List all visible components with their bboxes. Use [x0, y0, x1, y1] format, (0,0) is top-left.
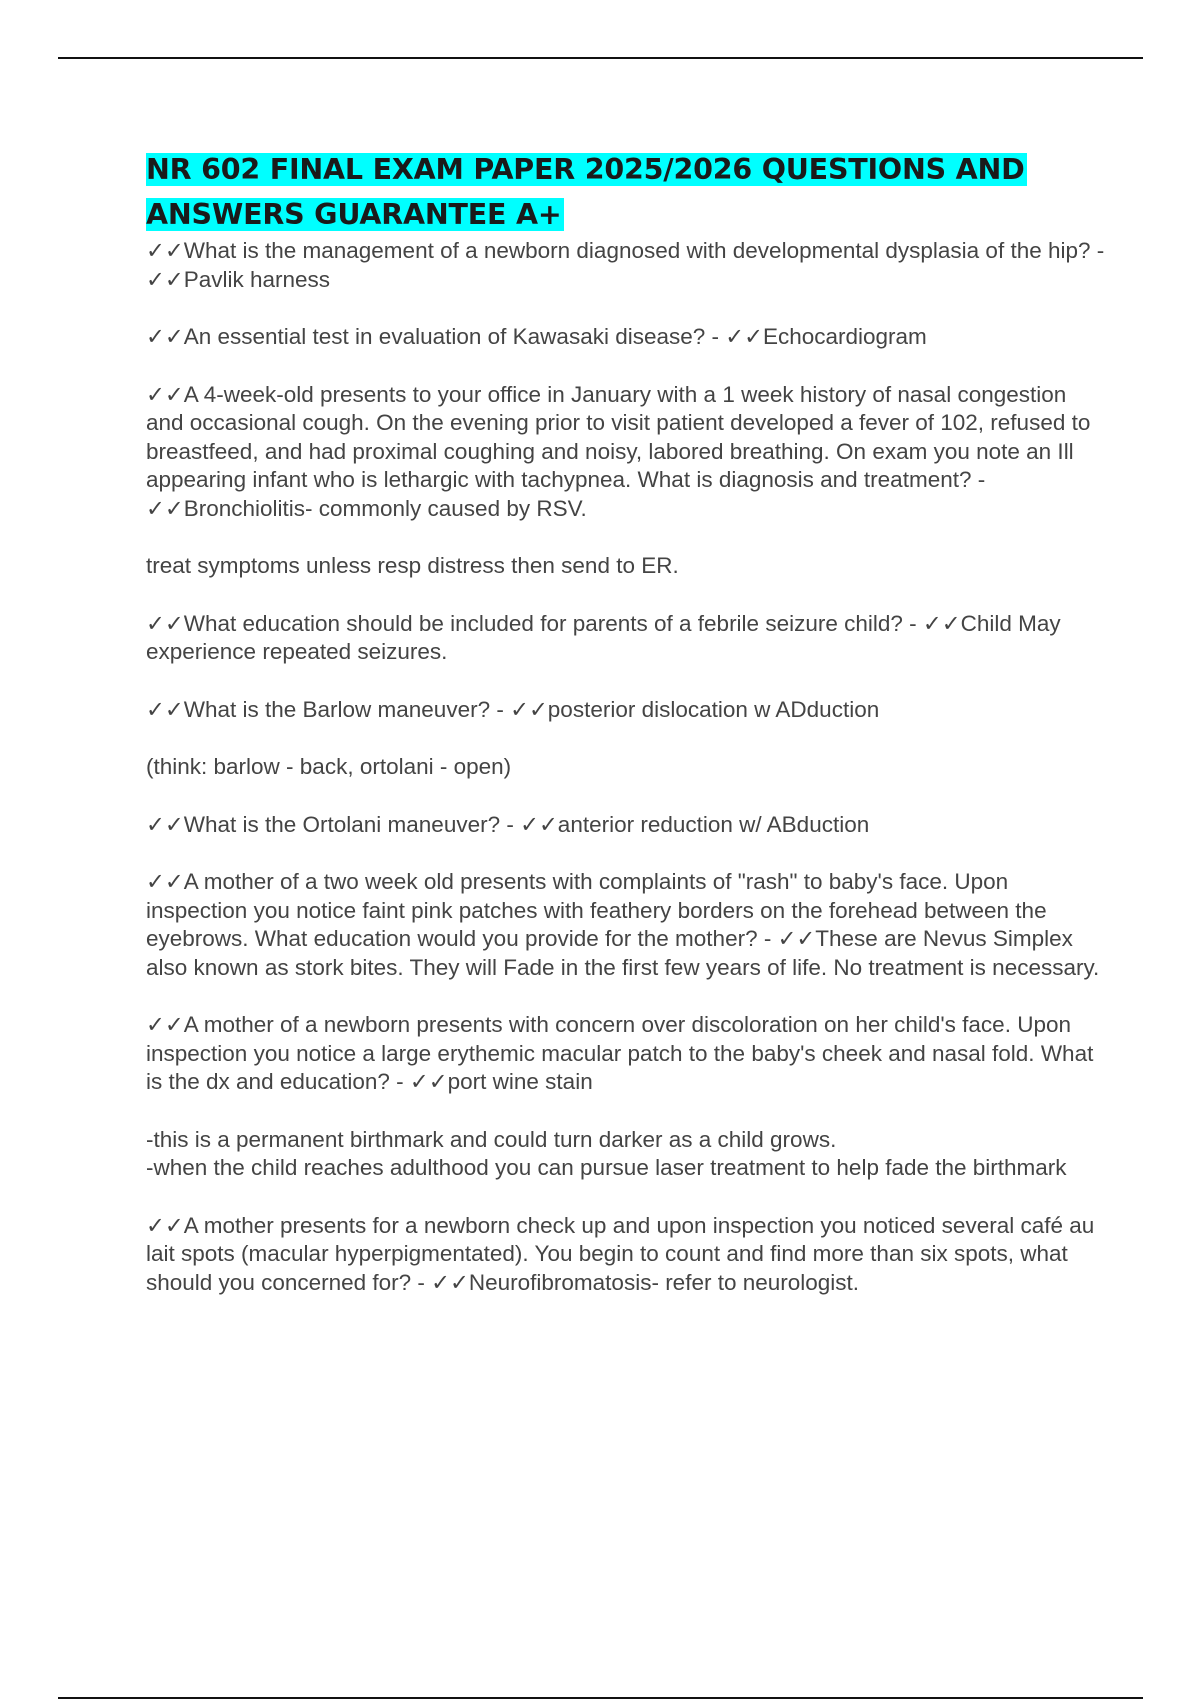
- title-highlight: NR 602 FINAL EXAM PAPER 2025/2026 QUESTIONS AND ANSWERS GUARANTEE A+: [146, 153, 1025, 231]
- qa-item-port-wine-stain: ✓✓A mother of a newborn presents with concern over discoloration on her child's face. Upon inspection you notice a large erythemic macular patch to the baby's cheek and nasal fold. What is the dx and education? - ✓✓port wine stain: [146, 1012, 1100, 1094]
- document-body: [146, 147, 1111, 1297]
- top-rule: [58, 57, 1143, 59]
- document-title: [146, 147, 1106, 237]
- qa-item-barlow: ✓✓What is the Barlow maneuver? - ✓✓posterior dislocation w ADduction: [146, 696, 880, 722]
- qa-item-nevus-simplex: ✓✓A mother of a two week old presents with complaints of "rash" to baby's face. Upon inspection you notice faint pink patches with feathery borders on the forehead between the eyebrows. What education would you provide for the mother? - ✓✓These are Nevus Simplex also known as stork bites. They will Fade in the first few years of life. No treatment is necessary.: [146, 869, 1100, 980]
- qa-note-birthmark: -this is a permanent birthmark and could turn darker as a child grows. -when the child reaches adulthood you can pursue laser treatment to help fade the birthmark: [146, 1126, 1067, 1180]
- qa-item-febrile-seizure: ✓✓What education should be included for parents of a febrile seizure child? - ✓✓Child May experience repeated seizures.: [146, 610, 1067, 664]
- qa-item-dysplasia-hip: ✓✓What is the management of a newborn diagnosed with developmental dysplasia of the hip? - ✓✓Pavlik harness: [146, 238, 1111, 292]
- qa-item-kawasaki: ✓✓An essential test in evaluation of Kawasaki disease? - ✓✓Echocardiogram: [146, 324, 927, 349]
- qa-item-cafe-au-lait: ✓✓A mother presents for a newborn check up and upon inspection you noticed several café au lait spots (macular hyperpigmentated). You begin to count and find more than six spots, what should you concerned for? - ✓✓Neurofibromatosis- refer to neurologist.: [146, 1212, 1101, 1295]
- qa-item-bronchiolitis: ✓✓A 4-week-old presents to your office in January with a 1 week history of nasal congestion and occasional cough. On the evening prior to visit patient developed a fever of 102, refused to breastfeed, and had proximal coughing and noisy, labored breathing. On exam you note an Ill appearing infant who is lethargic with tachypnea. What is diagnosis and treatment? - ✓✓Bronchiolitis- commonly caused by RSV.: [146, 381, 1097, 521]
- bottom-rule: [58, 1697, 1143, 1699]
- qa-item-ortolani: ✓✓What is the Ortolani maneuver? - ✓✓anterior reduction w/ ABduction: [146, 811, 870, 837]
- qa-note-bronchiolitis-treatment: treat symptoms unless resp distress then send to ER.: [146, 553, 679, 578]
- qa-note-mnemonic: (think: barlow - back, ortolani - open): [146, 754, 512, 779]
